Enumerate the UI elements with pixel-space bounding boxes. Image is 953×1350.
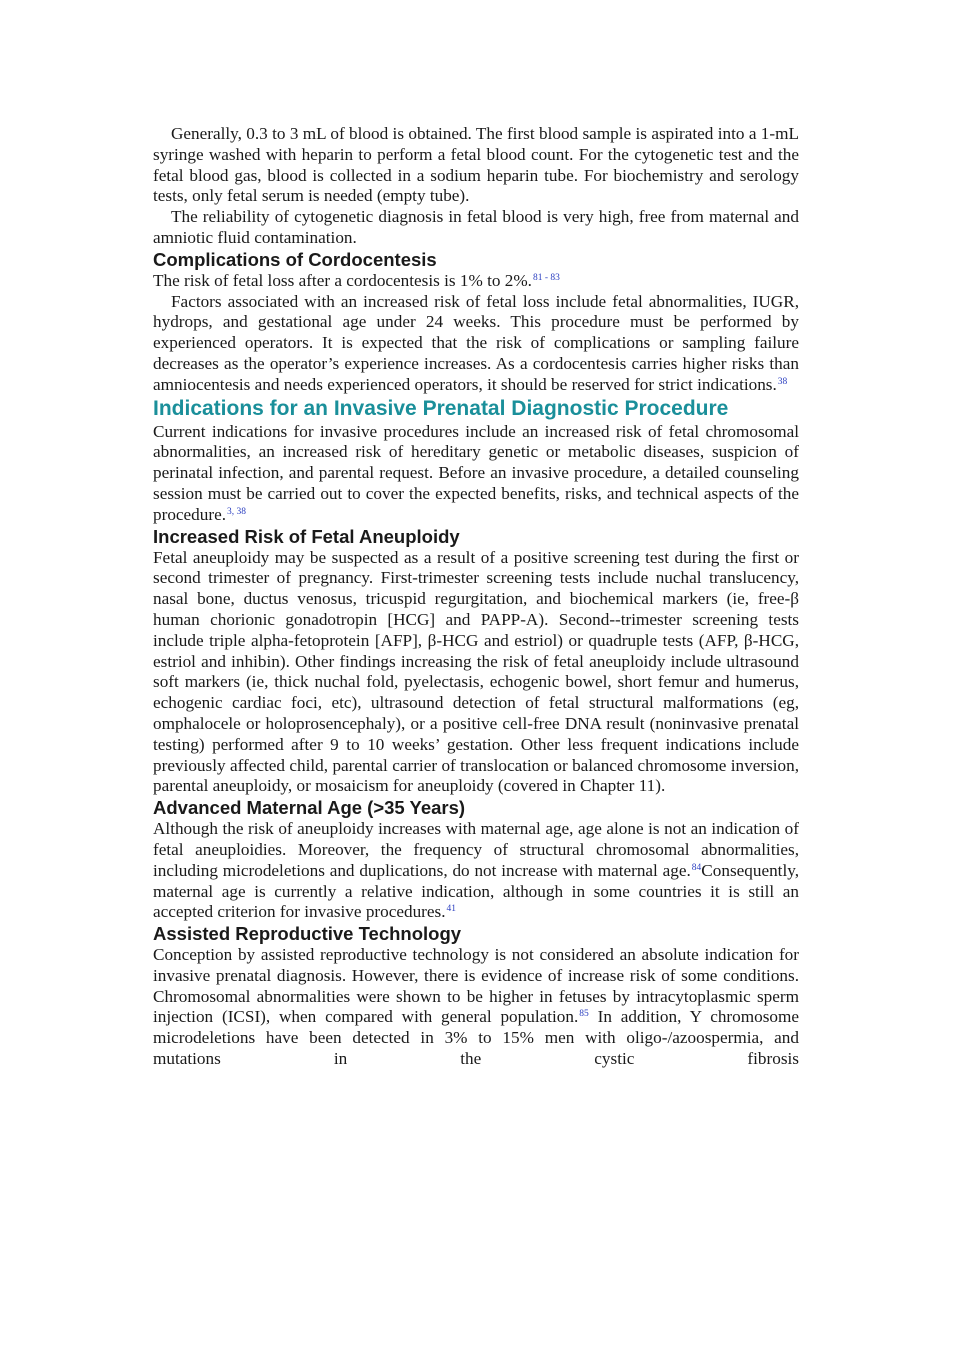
complications-paragraph-1 (153, 271, 799, 292)
complications-paragraph-2 (153, 292, 799, 396)
art-text-1: Conception by assisted reproductive technology is not considered an absolute indication for invasive prenatal diagnosis. However, there is evidence of increase risk of some conditions. Chromosomal abnormalities were shown to be higher in fetuses by intracytoplasmic sperm injection (ICSI), when compared with general population. (153, 945, 799, 1027)
reference-link[interactable]: 41 (446, 904, 457, 915)
reference-link[interactable]: 38 (777, 376, 788, 387)
intro-paragraph-1: Generally, 0.3 to 3 mL of blood is obtained. The first blood sample is aspirated into a 1-mL syringe washed with heparin to perform a fetal blood count. For the cytogenetic test and the fetal blood gas, blood is collected in a sodium heparin tube. For biochemistry and serology tests, only fetal serum is needed (empty tube). (153, 124, 799, 206)
complications-text-2: Factors associated with an increased risk of fetal loss include fetal abnormalities, IUGR, hydrops, and gestational age under 24 weeks. This procedure must be performed by experienced operators. It is expected that the risk of complications or sampling failure decreases as the operator’s experience increases. As a cordocentesis carries higher risks than amniocentesis and needs experienced operators, it should be reserved for strict indications. (153, 291, 799, 394)
intro-paragraph-2: The reliability of cytogenetic diagnosis in fetal blood is very high, free from maternal and amniotic fluid contamination. (153, 207, 799, 247)
maternal-age-paragraph (153, 819, 799, 923)
indications-paragraph (153, 422, 799, 526)
reference-link[interactable]: 3, 38 (227, 506, 247, 517)
heading-complications: Complications of Cordocentesis (153, 248, 437, 270)
reference-link[interactable]: 85 (579, 1009, 589, 1020)
art-text-2: In addition, Y chromosome microdeletions have been detected in 3% to 15% men with oligo-/azoospermia, and mutations in the cystic fibrosis (153, 1007, 799, 1069)
maternal-age-text-1: Although the risk of aneuploidy increases with maternal age, age alone is not an indication of fetal aneuploidies. Moreover, the frequency of structural chromosomal abnormalities, including microdeletions and duplications, do not increase with maternal age. (153, 819, 799, 880)
maternal-age-text-2: Consequently, maternal age is currently a relative indication, although in some countries it is still an accepted criterion for invasive procedures. (153, 860, 799, 922)
heading-indications: Indications for an Invasive Prenatal Diagnostic Procedure (153, 396, 729, 420)
heading-art: Assisted Reproductive Technology (153, 923, 462, 945)
aneuploidy-paragraph: Fetal aneuploidy may be suspected as a result of a positive screening test during the first or second trimester of pregnancy. First-trimester screening tests include nuchal translucency, nasal bone, ductus venosus, tricuspid regurgitation, and biochemical markers (ie, free-β human chorionic gonadotropin [HCG] and PAPP-A). Second--trimester screening tests include triple alpha-fetoprotein [AFP], β-HCG and estriol) or quadruple tests (AFP, β-HCG, estriol and inhibin). Other findings increasing the risk of fetal aneuploidy include ultrasound soft markers (ie, thick nuchal fold, pyelectasis, echogenic bowel, short femur and humerus, echogenic cardiac foci, etc), ultrasound detection of fetal structural malformations (eg, omphalocele or holoprosencephaly), or a positive cell-free DNA result (noninvasive prenatal testing) performed after 9 to 10 weeks’ gestation. Other less frequent indications include previously affected child, parental carrier of translocation or balanced chromosome inversion, parental aneuploidy, or mosaicism for aneuploidy (covered in Chapter 11). (153, 547, 799, 796)
art-paragraph (153, 945, 799, 1070)
document-page (153, 124, 799, 1070)
reference-link[interactable]: 81 - 83 (532, 272, 560, 283)
heading-maternal-age: Advanced Maternal Age (>35 Years) (153, 797, 466, 819)
heading-aneuploidy: Increased Risk of Fetal Aneuploidy (153, 525, 460, 547)
complications-text-1: The risk of fetal loss after a cordocentesis is 1% to 2%. (153, 270, 532, 290)
reference-link[interactable]: 84 (691, 862, 702, 873)
indications-text: Current indications for invasive procedures include an increased risk of fetal chromosomal abnormalities, an increased risk of hereditary genetic or metabolic diseases, suspicion of perinatal infection, and parental request. Before an invasive procedure, a detailed counseling session must be carried out to cover the expected benefits, risks, and technical aspects of the procedure. (153, 421, 799, 524)
